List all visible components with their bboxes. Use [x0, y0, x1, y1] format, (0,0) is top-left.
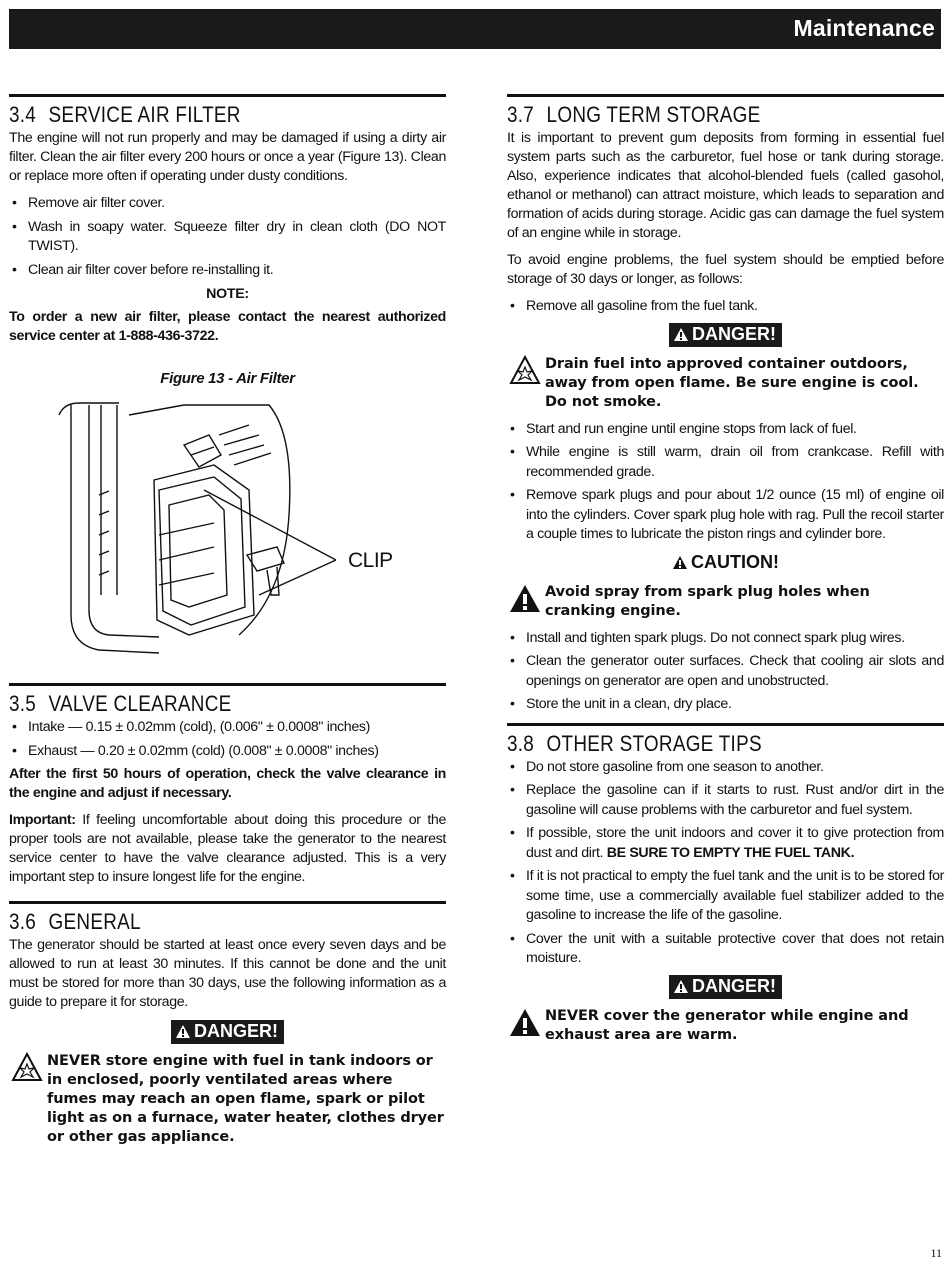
list-item: • If it is not practical to empty the fuel tank and the unit is to be stored for some time, use a commercially available fuel stabilizer added to the gasoline to increase the life of the gasoline.	[510, 868, 944, 923]
warning-triangle-icon	[673, 977, 689, 999]
warning-triangle-icon	[175, 1022, 191, 1044]
important-text: If feeling uncomfortable about doing this procedure or the proper tools are not available, please take the generator to the nearest service center to have the valve clearance adjusted. This is a very important step to insure longest life for the engine.	[9, 812, 446, 885]
warning-triangle-icon	[672, 553, 688, 575]
page-title: Maintenance	[793, 15, 935, 41]
paragraph: The generator should be started at least once every seven days and be allowed to run at least 30 minutes. If this cannot be done and the unit must be stored for more than 30 days, use the following information as a guide to prepare it for storage.	[9, 937, 446, 1010]
list-item: • Store the unit in a clean, dry place.	[510, 696, 732, 712]
paragraph: The engine will not run properly and may be damaged if using a dirty air filter. Clean the air filter every 200 hours or once a year (Figure 13). Clean or replace more often if operating under dusty conditions.	[9, 130, 446, 184]
list-item-bold-text: BE SURE TO EMPTY THE FUEL TANK.	[606, 844, 855, 861]
danger-warning	[9, 1052, 446, 1147]
danger-label: DANGER!	[692, 975, 776, 996]
list-item: • Cover the unit with a suitable protective cover that does not retain moisture.	[510, 930, 944, 966]
paragraph: It is important to prevent gum deposits from forming in essential fuel system parts such as the carburetor, fuel hose or tank during storage. Also, experience indicates that alcohol-blended fuels (called gasohol, ethanol or methanol) can attract moisture, which leads to separation and formation of acids during storage. Acidic gas can damage the fuel system of an engine while in storage.	[507, 130, 944, 241]
list-item-text: If it is not practical to empty the fuel tank and the unit is to be stored for some time, use a commercially available fuel stabilizer added to the gasoline to increase the life of the gasoline.	[526, 868, 944, 923]
air-filter-illustration	[9, 395, 446, 665]
explosion-hazard-icon	[11, 1052, 43, 1088]
section-number: 3.7	[507, 102, 535, 127]
danger-badge	[669, 975, 782, 999]
header-bar	[9, 9, 941, 49]
section-heading	[9, 690, 385, 718]
section-heading	[9, 908, 385, 936]
paragraph: To avoid engine problems, the fuel system should be emptied before storage of 30 days or longer, as follows:	[507, 252, 944, 287]
section-number: 3.5	[9, 691, 37, 716]
list-item: • Install and tighten spark plugs. Do not connect spark plug wires.	[510, 629, 905, 646]
bullet-list	[507, 629, 944, 715]
bullet-list	[9, 194, 446, 280]
list-item: • Replace the gasoline can if it starts to rust. Rust and/or dirt in the gasoline will cause problems with the carburetor and fuel system.	[510, 782, 944, 818]
caution-badge	[672, 551, 779, 575]
list-item: • While engine is still warm, drain oil from crankcase. Refill with recommended grade.	[510, 444, 944, 480]
list-item: • Do not store gasoline from one season to another.	[510, 758, 824, 775]
section-title: VALVE CLEARANCE	[48, 691, 232, 716]
danger-badge	[171, 1020, 284, 1044]
danger-label: DANGER!	[194, 1021, 278, 1041]
section-3-5	[9, 683, 446, 887]
section-3-4	[9, 94, 446, 665]
list-item-text: Intake — 0.15 ± 0.02mm (cold), (0.006" ± 0.0008" inches)	[28, 719, 370, 735]
list-item-text: Exhaust — 0.20 ± 0.02mm (cold) (0.008" ± 0.0008" inches)	[28, 742, 379, 759]
section-number: 3.4	[9, 102, 37, 127]
bullet-list	[507, 420, 944, 545]
list-item: • Intake — 0.15 ± 0.02mm (cold), (0.006" ± 0.0008" inches)	[12, 719, 370, 735]
danger-badge-row	[507, 975, 944, 999]
right-column	[507, 94, 944, 1053]
list-item: • Remove all gasoline from the fuel tank.	[510, 298, 758, 314]
danger-badge-row	[9, 1020, 446, 1044]
caution-label: CAUTION!	[691, 551, 779, 572]
list-item-text: Clean air filter cover before re-installing it.	[28, 261, 274, 278]
list-item-text: Remove all gasoline from the fuel tank.	[526, 298, 758, 314]
exclamation-triangle-icon	[509, 1007, 541, 1043]
list-item-text: Start and run engine until engine stops from lack of fuel.	[526, 420, 857, 437]
caution-text: Avoid spray from spark plug holes when cranking engine.	[545, 583, 870, 619]
list-item-text: Replace the gasoline can if it starts to rust. Rust and/or dirt in the gasoline will cause problems with the carburetor and fuel system.	[526, 782, 944, 818]
danger-warning	[507, 1007, 944, 1045]
section-heading	[507, 730, 883, 758]
important-label: Important:	[9, 812, 76, 828]
list-item: • Exhaust — 0.20 ± 0.02mm (cold) (0.008" ± 0.0008" inches)	[12, 742, 379, 759]
figure-caption: Figure 13 - Air Filter	[160, 370, 295, 387]
figure-label-clip: CLIP	[348, 549, 393, 572]
exclamation-triangle-icon	[509, 583, 541, 619]
section-heading	[507, 101, 883, 129]
danger-label: DANGER!	[692, 323, 776, 344]
danger-badge	[669, 323, 782, 347]
danger-text: NEVER cover the generator while engine and exhaust area are warm.	[545, 1007, 909, 1043]
section-number: 3.8	[507, 730, 535, 756]
section-title: SERVICE AIR FILTER	[48, 102, 241, 127]
left-column	[9, 94, 446, 1155]
caution-badge-row	[507, 551, 944, 575]
list-item-text: Remove spark plugs and pour about 1/2 ounce (15 ml) of engine oil into the cylinders. Cover spark plug hole with rag. Pull the recoil starter a couple times to lubricate the piston rings and cylinder bore.	[526, 487, 944, 542]
list-item: • If possible, store the unit indoors and cover it to give protection from dust and dirt. BE SURE TO EMPTY THE FUEL TANK.	[510, 825, 944, 861]
list-item: • Start and run engine until engine stops from lack of fuel.	[510, 420, 857, 437]
explosion-hazard-icon	[509, 355, 541, 391]
warning-triangle-icon	[673, 325, 689, 347]
list-item: • Remove air filter cover.	[12, 195, 165, 211]
section-3-8	[507, 723, 944, 1045]
section-heading	[9, 101, 385, 129]
section-title: GENERAL	[48, 909, 141, 934]
list-item: • Clean the generator outer surfaces. Check that cooling air slots and openings on generator are open and unobstructed.	[510, 653, 944, 689]
bullet-list	[507, 297, 944, 317]
list-item-text: Remove air filter cover.	[28, 195, 165, 211]
caution-warning	[507, 583, 944, 621]
list-item-text: Cover the unit with a suitable protective cover that does not retain moisture.	[526, 930, 944, 966]
section-3-7	[507, 94, 944, 715]
list-item-text: If possible, store the unit indoors and cover it to give protection from dust and dirt.	[526, 825, 944, 861]
list-item: • Remove spark plugs and pour about 1/2 ounce (15 ml) of engine oil into the cylinders. Cover spark plug hole with rag. Pull the recoil starter a couple times to lubricate the piston rings and cylinder bore.	[510, 487, 944, 542]
list-item-text: Wash in soapy water. Squeeze filter dry in clean cloth (DO NOT TWIST).	[28, 218, 446, 254]
air-filter-figure	[9, 395, 446, 665]
list-item-text: Clean the generator outer surfaces. Check that cooling air slots and openings on generator are open and unobstructed.	[526, 653, 944, 689]
list-item-text: While engine is still warm, drain oil from crankcase. Refill with recommended grade.	[526, 444, 944, 480]
section-title: OTHER STORAGE TIPS	[546, 730, 762, 756]
list-item: • Wash in soapy water. Squeeze filter dry in clean cloth (DO NOT TWIST).	[12, 218, 446, 254]
list-item: • Clean air filter cover before re-installing it.	[12, 261, 274, 278]
note-label: NOTE:	[206, 286, 249, 302]
list-item-text: Do not store gasoline from one season to another.	[526, 758, 824, 775]
bullet-list	[507, 758, 944, 969]
danger-warning	[507, 355, 944, 412]
list-item-text: Store the unit in a clean, dry place.	[526, 696, 732, 712]
danger-text: NEVER store engine with fuel in tank indoors or in enclosed, poorly ventilated areas where fumes may reach an open flame, spark or pilot light as on a furnace, water heater, clothes dryer or other gas appliance.	[47, 1053, 444, 1145]
list-item-text: Install and tighten spark plugs. Do not connect spark plug wires.	[526, 629, 905, 646]
note-text: To order a new air filter, please contact the nearest authorized service center at 1-888-436-3722.	[9, 309, 446, 344]
paragraph	[9, 811, 446, 887]
bullet-list	[9, 718, 446, 761]
danger-text: Drain fuel into approved container outdoors, away from open flame. Be sure engine is cool. Do not smoke.	[545, 355, 919, 410]
section-title: LONG TERM STORAGE	[546, 102, 761, 127]
page-number: 11	[930, 1246, 942, 1260]
section-3-6	[9, 901, 446, 1147]
section-number: 3.6	[9, 909, 37, 934]
danger-badge-row	[507, 323, 944, 347]
paragraph: After the first 50 hours of operation, check the valve clearance in the engine and adjust if necessary.	[9, 766, 446, 801]
